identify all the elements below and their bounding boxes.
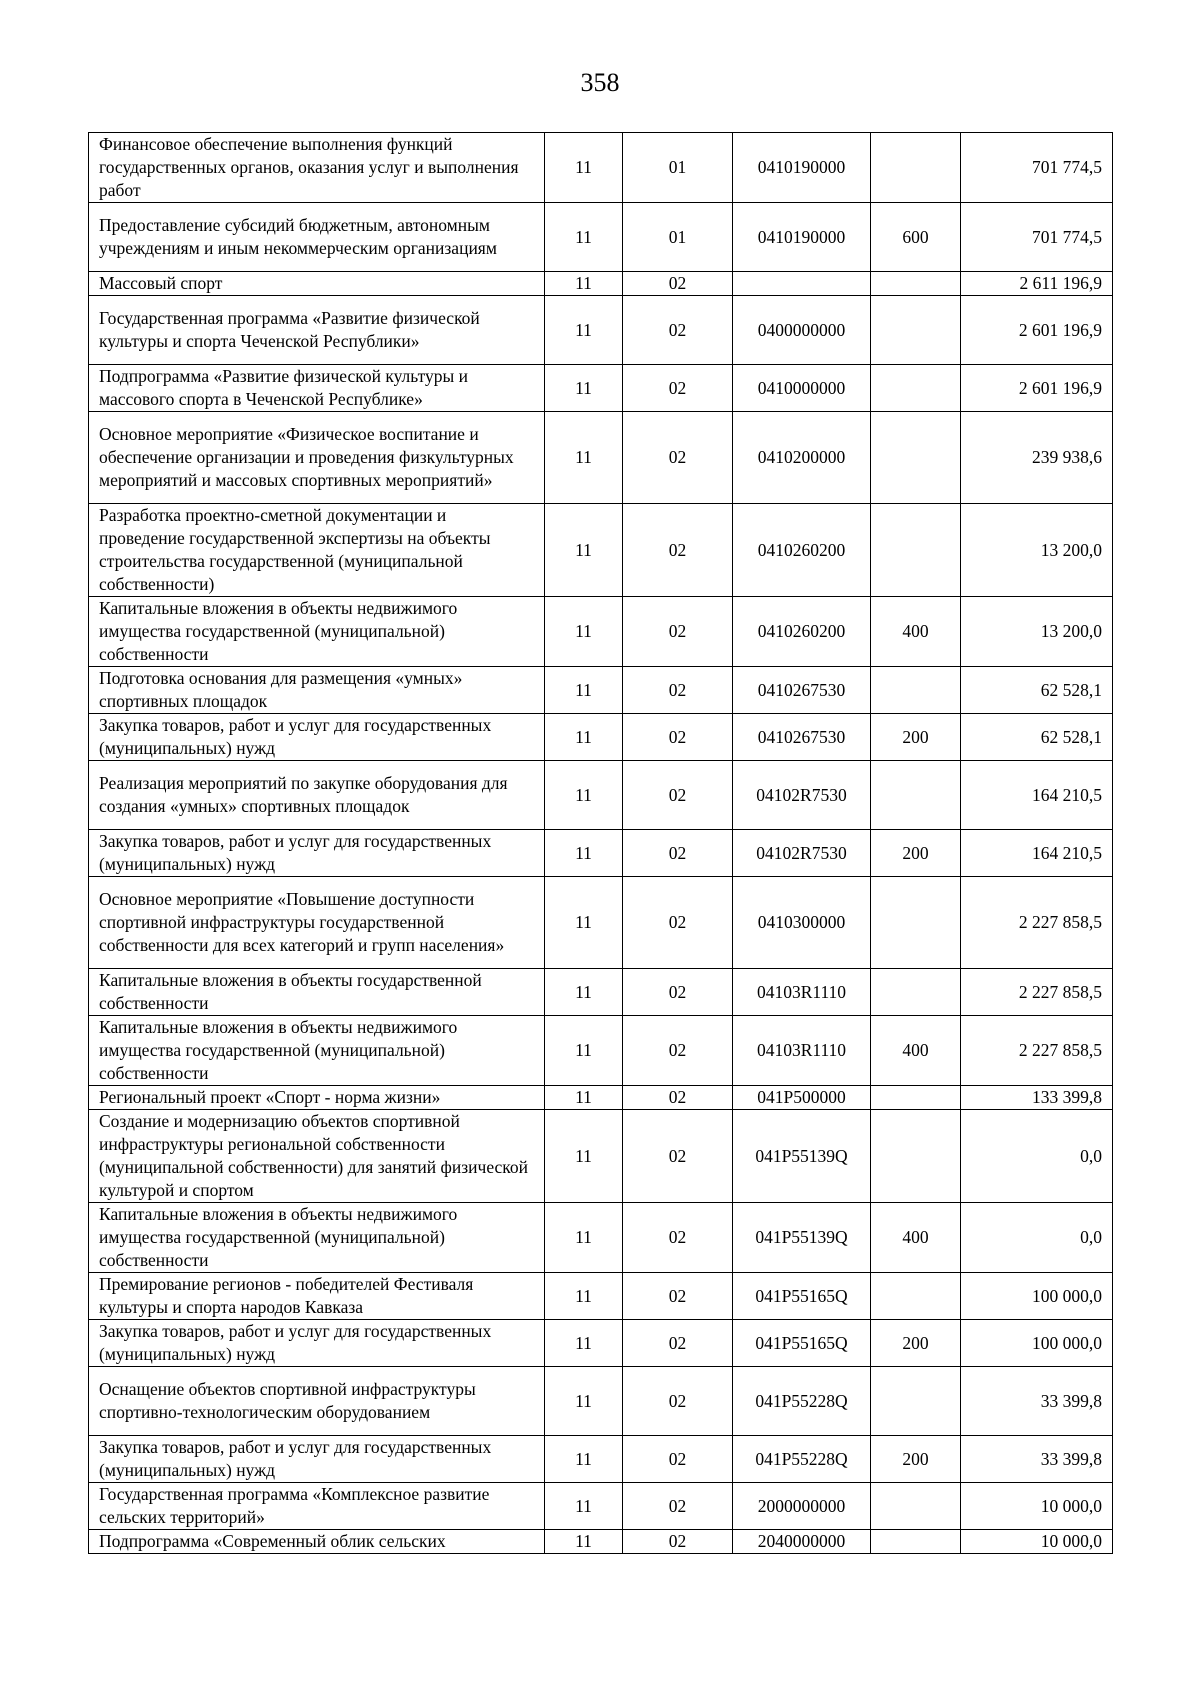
row-amount: 0,0 [961, 1203, 1113, 1273]
table-row [89, 830, 1113, 877]
row-subsection-code: 02 [623, 1203, 733, 1273]
table-row [89, 1436, 1113, 1483]
table-row [89, 1530, 1113, 1554]
row-subsection-code: 02 [623, 830, 733, 877]
row-amount: 62 528,1 [961, 667, 1113, 714]
row-section-code: 11 [545, 203, 623, 272]
table-row [89, 1483, 1113, 1530]
row-expense-type-code [871, 1483, 961, 1530]
row-section-code: 11 [545, 1530, 623, 1554]
row-section-code: 11 [545, 877, 623, 969]
row-amount: 2 611 196,9 [961, 272, 1113, 296]
table-row [89, 1016, 1113, 1086]
row-expense-type-code: 400 [871, 597, 961, 667]
row-expense-type-code [871, 133, 961, 203]
row-subsection-code: 01 [623, 133, 733, 203]
table-row [89, 714, 1113, 761]
row-target-article-code: 041P55228Q [733, 1367, 871, 1436]
row-expense-type-code [871, 969, 961, 1016]
row-amount: 13 200,0 [961, 597, 1113, 667]
row-name: Создание и модернизацию объектов спортивной инфраструктуры региональной собственности (муниципальной собственности) для занятий физической культурой и спортом [89, 1110, 545, 1203]
row-subsection-code: 02 [623, 1320, 733, 1367]
row-amount: 10 000,0 [961, 1483, 1113, 1530]
row-amount: 0,0 [961, 1110, 1113, 1203]
row-name: Основное мероприятие «Физическое воспитание и обеспечение организации и проведения физкультурных мероприятий и массовых спортивных мероприятий» [89, 412, 545, 504]
row-name: Разработка проектно-сметной документации и проведение государственной экспертизы на объекты строительства государственной (муниципальной собственности) [89, 504, 545, 597]
row-section-code: 11 [545, 1320, 623, 1367]
row-target-article-code: 041P55139Q [733, 1110, 871, 1203]
row-name: Закупка товаров, работ и услуг для государственных (муниципальных) нужд [89, 1436, 545, 1483]
row-section-code: 11 [545, 1110, 623, 1203]
row-amount: 239 938,6 [961, 412, 1113, 504]
row-amount: 2 601 196,9 [961, 365, 1113, 412]
row-subsection-code: 02 [623, 1367, 733, 1436]
row-expense-type-code [871, 504, 961, 597]
table-row [89, 272, 1113, 296]
row-subsection-code: 02 [623, 1436, 733, 1483]
row-amount: 10 000,0 [961, 1530, 1113, 1554]
row-expense-type-code: 200 [871, 830, 961, 877]
row-name: Предоставление субсидий бюджетным, автономным учреждениям и иным некоммерческим организациям [89, 203, 545, 272]
row-target-article-code: 04102R7530 [733, 761, 871, 830]
row-target-article-code: 0410260200 [733, 597, 871, 667]
row-subsection-code: 02 [623, 1483, 733, 1530]
row-subsection-code: 02 [623, 1110, 733, 1203]
row-subsection-code: 02 [623, 296, 733, 365]
row-expense-type-code: 400 [871, 1016, 961, 1086]
row-amount: 2 601 196,9 [961, 296, 1113, 365]
row-expense-type-code [871, 1530, 961, 1554]
row-subsection-code: 02 [623, 761, 733, 830]
row-expense-type-code: 600 [871, 203, 961, 272]
row-section-code: 11 [545, 412, 623, 504]
budget-table [88, 132, 1113, 1554]
row-target-article-code: 0400000000 [733, 296, 871, 365]
row-amount: 164 210,5 [961, 830, 1113, 877]
row-name: Закупка товаров, работ и услуг для государственных (муниципальных) нужд [89, 1320, 545, 1367]
table-row [89, 1320, 1113, 1367]
row-amount: 62 528,1 [961, 714, 1113, 761]
table-row [89, 1273, 1113, 1320]
row-name: Государственная программа «Развитие физической культуры и спорта Чеченской Республики» [89, 296, 545, 365]
row-amount: 2 227 858,5 [961, 969, 1113, 1016]
row-expense-type-code: 200 [871, 1320, 961, 1367]
row-section-code: 11 [545, 1086, 623, 1110]
row-target-article-code: 041P55165Q [733, 1273, 871, 1320]
row-target-article-code: 041P55139Q [733, 1203, 871, 1273]
row-name: Подпрограмма «Современный облик сельских [89, 1530, 545, 1554]
table-row [89, 203, 1113, 272]
row-subsection-code: 02 [623, 1016, 733, 1086]
row-section-code: 11 [545, 1273, 623, 1320]
row-amount: 33 399,8 [961, 1436, 1113, 1483]
row-target-article-code: 0410300000 [733, 877, 871, 969]
row-subsection-code: 02 [623, 597, 733, 667]
row-subsection-code: 02 [623, 365, 733, 412]
row-expense-type-code [871, 761, 961, 830]
row-expense-type-code: 400 [871, 1203, 961, 1273]
row-expense-type-code [871, 667, 961, 714]
table-row [89, 1086, 1113, 1110]
row-name: Капитальные вложения в объекты недвижимого имущества государственной (муниципальной) собственности [89, 1203, 545, 1273]
row-expense-type-code: 200 [871, 1436, 961, 1483]
row-section-code: 11 [545, 667, 623, 714]
row-name: Региональный проект «Спорт - норма жизни» [89, 1086, 545, 1110]
row-section-code: 11 [545, 272, 623, 296]
row-target-article-code: 041P55228Q [733, 1436, 871, 1483]
row-target-article-code: 0410267530 [733, 714, 871, 761]
row-subsection-code: 02 [623, 877, 733, 969]
row-target-article-code: 0410190000 [733, 203, 871, 272]
table-row [89, 969, 1113, 1016]
row-amount: 100 000,0 [961, 1273, 1113, 1320]
row-expense-type-code [871, 1086, 961, 1110]
row-name: Финансовое обеспечение выполнения функций государственных органов, оказания услуг и выполнения работ [89, 133, 545, 203]
row-amount: 701 774,5 [961, 203, 1113, 272]
table-row [89, 296, 1113, 365]
row-subsection-code: 02 [623, 504, 733, 597]
row-target-article-code: 0410190000 [733, 133, 871, 203]
table-row [89, 412, 1113, 504]
row-section-code: 11 [545, 1436, 623, 1483]
row-name: Реализация мероприятий по закупке оборудования для создания «умных» спортивных площадок [89, 761, 545, 830]
row-section-code: 11 [545, 830, 623, 877]
row-target-article-code: 0410200000 [733, 412, 871, 504]
row-expense-type-code [871, 296, 961, 365]
row-name: Основное мероприятие «Повышение доступности спортивной инфраструктуры государственной собственности для всех категорий и групп населения» [89, 877, 545, 969]
table-row [89, 504, 1113, 597]
row-amount: 13 200,0 [961, 504, 1113, 597]
row-amount: 133 399,8 [961, 1086, 1113, 1110]
row-amount: 2 227 858,5 [961, 877, 1113, 969]
row-subsection-code: 02 [623, 714, 733, 761]
row-name: Капитальные вложения в объекты недвижимого имущества государственной (муниципальной) собственности [89, 1016, 545, 1086]
table-row [89, 597, 1113, 667]
row-amount: 701 774,5 [961, 133, 1113, 203]
table-row [89, 365, 1113, 412]
table-row [89, 761, 1113, 830]
row-expense-type-code [871, 1273, 961, 1320]
row-expense-type-code [871, 877, 961, 969]
row-target-article-code [733, 272, 871, 296]
row-section-code: 11 [545, 969, 623, 1016]
row-section-code: 11 [545, 761, 623, 830]
table-row [89, 667, 1113, 714]
row-section-code: 11 [545, 133, 623, 203]
row-expense-type-code [871, 1367, 961, 1436]
table-row [89, 133, 1113, 203]
row-subsection-code: 02 [623, 272, 733, 296]
row-expense-type-code: 200 [871, 714, 961, 761]
row-target-article-code: 0410260200 [733, 504, 871, 597]
row-section-code: 11 [545, 1016, 623, 1086]
row-target-article-code: 2000000000 [733, 1483, 871, 1530]
row-target-article-code: 04103R1110 [733, 1016, 871, 1086]
row-target-article-code: 041P500000 [733, 1086, 871, 1110]
table-row [89, 877, 1113, 969]
row-section-code: 11 [545, 296, 623, 365]
row-target-article-code: 04103R1110 [733, 969, 871, 1016]
row-amount: 164 210,5 [961, 761, 1113, 830]
row-name: Подпрограмма «Развитие физической культуры и массового спорта в Чеченской Республике» [89, 365, 545, 412]
row-subsection-code: 01 [623, 203, 733, 272]
row-expense-type-code [871, 412, 961, 504]
row-subsection-code: 02 [623, 1086, 733, 1110]
row-section-code: 11 [545, 504, 623, 597]
row-subsection-code: 02 [623, 1273, 733, 1320]
row-section-code: 11 [545, 714, 623, 761]
row-name: Закупка товаров, работ и услуг для государственных (муниципальных) нужд [89, 714, 545, 761]
row-section-code: 11 [545, 1483, 623, 1530]
row-section-code: 11 [545, 1203, 623, 1273]
row-name: Массовый спорт [89, 272, 545, 296]
row-subsection-code: 02 [623, 412, 733, 504]
row-amount: 100 000,0 [961, 1320, 1113, 1367]
row-name: Закупка товаров, работ и услуг для государственных (муниципальных) нужд [89, 830, 545, 877]
row-expense-type-code [871, 272, 961, 296]
row-target-article-code: 0410267530 [733, 667, 871, 714]
row-name: Подготовка основания для размещения «умных» спортивных площадок [89, 667, 545, 714]
row-target-article-code: 2040000000 [733, 1530, 871, 1554]
row-name: Капитальные вложения в объекты недвижимого имущества государственной (муниципальной) собственности [89, 597, 545, 667]
row-target-article-code: 0410000000 [733, 365, 871, 412]
row-name: Премирование регионов - победителей Фестиваля культуры и спорта народов Кавказа [89, 1273, 545, 1320]
row-expense-type-code [871, 1110, 961, 1203]
row-section-code: 11 [545, 365, 623, 412]
row-name: Оснащение объектов спортивной инфраструктуры спортивно-технологическим оборудованием [89, 1367, 545, 1436]
row-section-code: 11 [545, 1367, 623, 1436]
table-row [89, 1110, 1113, 1203]
row-name: Капитальные вложения в объекты государственной собственности [89, 969, 545, 1016]
row-name: Государственная программа «Комплексное развитие сельских территорий» [89, 1483, 545, 1530]
row-expense-type-code [871, 365, 961, 412]
page-number: 358 [580, 68, 620, 97]
budget-table-body [89, 133, 1113, 1554]
row-amount: 33 399,8 [961, 1367, 1113, 1436]
table-row [89, 1203, 1113, 1273]
row-amount: 2 227 858,5 [961, 1016, 1113, 1086]
row-target-article-code: 041P55165Q [733, 1320, 871, 1367]
row-subsection-code: 02 [623, 969, 733, 1016]
table-row [89, 1367, 1113, 1436]
row-section-code: 11 [545, 597, 623, 667]
row-subsection-code: 02 [623, 1530, 733, 1554]
row-subsection-code: 02 [623, 667, 733, 714]
row-target-article-code: 04102R7530 [733, 830, 871, 877]
